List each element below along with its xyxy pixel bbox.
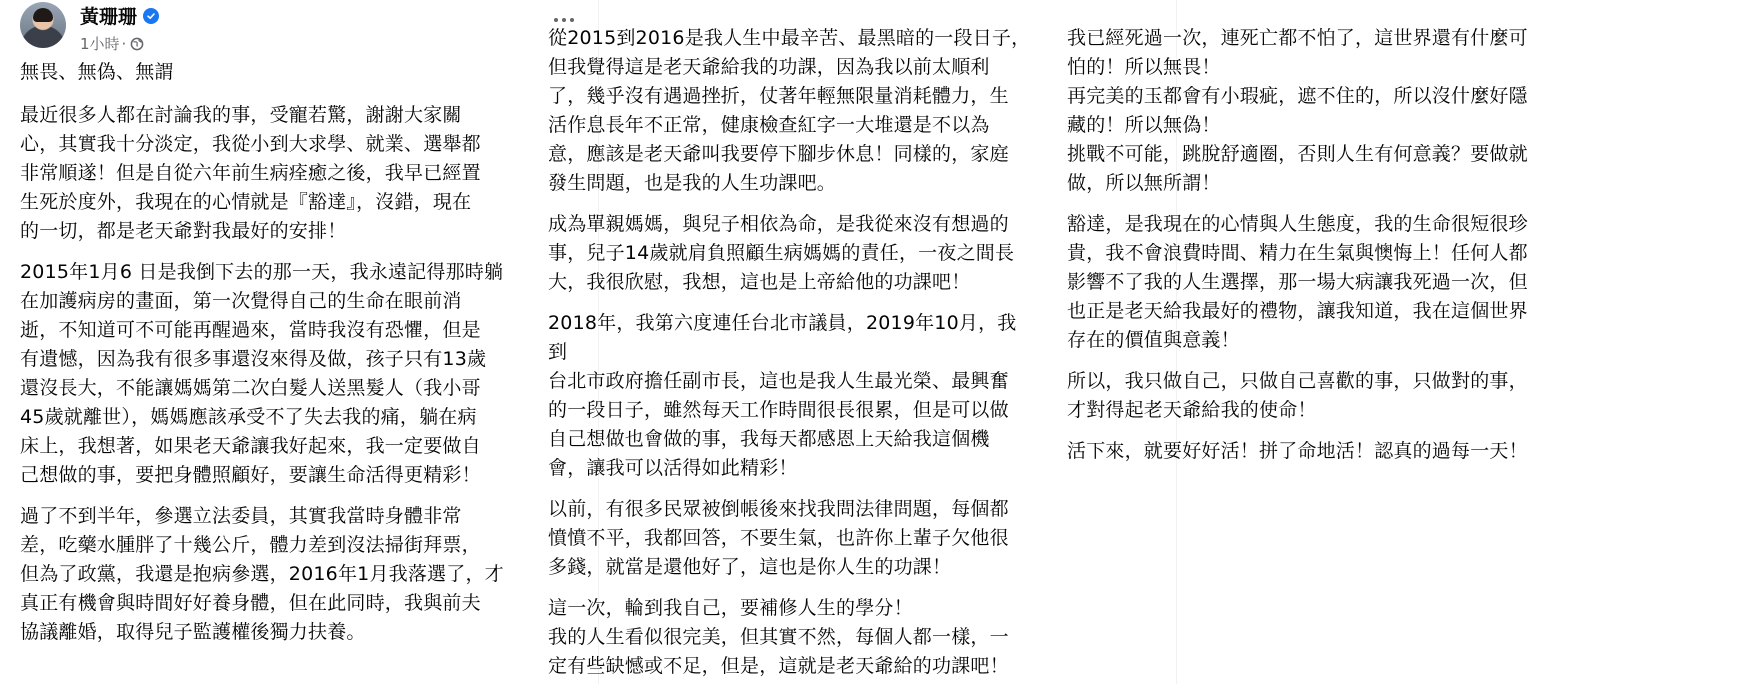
post-paragraph: 這一次，輪到我自己，要補修人生的學分！ 我的人生看似很完美，但其實不然，每個人都一樣，一 定有些缺憾或不足，但是，這就是老天爺給的功課吧！ xyxy=(548,597,1009,677)
author-row xyxy=(80,2,159,29)
post-paragraph: 我已經死過一次，連死亡都不怕了，這世界還有什麼可 怕的！所以無畏！ 再完美的玉都會有小瑕疵，遮不住的，所以沒什麼好隱 藏的！所以無偽！ 挑戰不可能，跳脫舒適圈，否則人生有何意義？要做就 做，所以無所謂！ xyxy=(1067,27,1528,194)
post-paragraph: 成為單親媽媽，與兒子相依為命，是我從來沒有想過的 事，兒子14歲就肩負照顧生病媽媽的責任，一夜之間長 大，我很欣慰，我想，這也是上帝給他的功課吧！ xyxy=(548,213,1015,293)
post-paragraph: 過了不到半年，參選立法委員，其實我當時身體非常 差，吃藥水腫胖了十幾公斤，體力差到沒法掃街拜票， 但為了政黨，我還是抱病參選，2016年1月我落選了，才 真正有機會與時間好好養身體，但在此同時，我與前夫 協議離婚，取得兒子監護權後獨力扶養。 xyxy=(20,505,504,643)
post-timestamp[interactable]: 1小時 xyxy=(80,35,120,53)
post-paragraph: 2018年，我第六度連任台北市議員，2019年10月，我到 台北市政府擔任副市長，這也是我人生最光榮、最興奮 的一段日子，雖然每天工作時間很長很累，但是可以做 自己想做也會做的事，我每天都感恩上天給我這個機 會，讓我可以活得如此精彩！ xyxy=(548,312,1017,479)
post-paragraph: 2015年1月6 日是我倒下去的那一天，我永遠記得那時躺 在加護病房的畫面，第一次覺得自己的生命在眼前消 逝，不知道可不可能再醒過來，當時我沒有恐懼，但是 有遺憾，因為我有很多事還沒來得及做，孩子只有13歲 還沒長大，不能讓媽媽第二次白髮人送黑髮人（我小哥 45歲就離世），媽媽應該承受不了失去我的痛，躺在病 床上，我想著，如果老天爺讓我好起來，我一定要做自 己想做的事，要把身體照顧好，要讓生命活得更精彩！ xyxy=(20,261,504,486)
author-name[interactable]: 黃珊珊 xyxy=(80,6,138,28)
post-paragraph: 最近很多人都在討論我的事，受寵若驚，謝謝大家關 心，其實我十分淡定，我從小到大求學、就業、選舉都 非常順遂！但是自從六年前生病痊癒之後，我早已經置 生死於度外，我現在的心情就是『豁達』，沒錯，現在 的一切，都是老天爺對我最好的安排！ xyxy=(20,104,481,242)
post-paragraph: 活下來，就要好好活！拼了命地活！認真的過每一天！ xyxy=(1067,440,1528,462)
post-meta xyxy=(80,33,144,54)
avatar[interactable] xyxy=(20,2,66,48)
verified-badge-icon xyxy=(143,8,159,24)
globe-icon[interactable] xyxy=(130,37,144,51)
post-paragraph: 豁達，是我現在的心情與人生態度，我的生命很短很珍 貴，我不會浪費時間、精力在生氣與懊悔上！任何人都 影響不了我的人生選擇，那一場大病讓我死過一次，但 也正是老天給我最好的禮物，讓我知道，我在這個世界 存在的價值與意義！ xyxy=(1067,213,1528,351)
post-column-3 xyxy=(1067,0,1752,684)
post-column-1 xyxy=(0,0,600,684)
post-paragraph: 所以，我只做自己，只做自己喜歡的事，只做對的事， 才對得起老天爺給我的使命！ xyxy=(1067,370,1528,421)
post-title: 無畏、無偽、無謂 xyxy=(20,61,174,83)
meta-separator: · xyxy=(121,34,127,53)
post-paragraph: 以前，有很多民眾被倒帳後來找我問法律問題，每個都 憤憤不平，我都回答，不要生氣，也許你上輩子欠他很 多錢，就當是還他好了，這也是你人生的功課！ xyxy=(548,498,1009,578)
post-paragraph: 從2015到2016是我人生中最辛苦、最黑暗的一段日子， 但我覺得這是老天爺給我的功課，因為我以前太順利 了，幾乎沒有遇過挫折，仗著年輕無限量消耗體力，生 活作息長年不正常，健康檢查紅字一大堆還是不以為 意，應該是老天爺叫我要停下腳步休息！同樣的，家庭 發生問題，也是我的人生功課吧。 xyxy=(548,27,1031,194)
